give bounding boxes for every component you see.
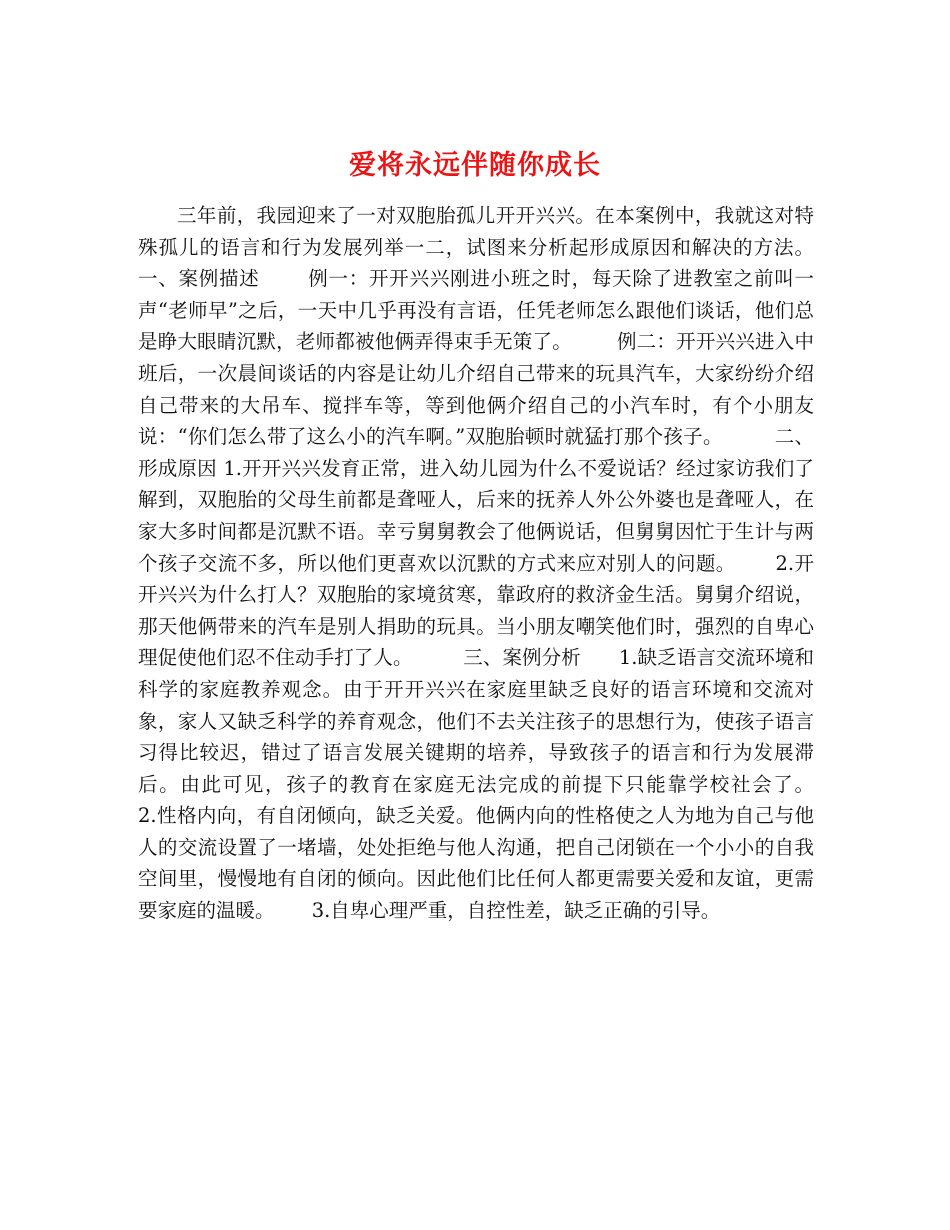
document-title: 爱将永远伴随你成长 [349,150,601,182]
document-body: 三年前，我园迎来了一对双胞胎孤儿开开兴兴。在本案例中，我就这对特殊孤儿的语言和行为发展列举一二，试图来分析起形成原因和解决的方法。 一、案例描述 例一：开开兴兴刚进小班之时，每天除了进教室之前叫一声“老师早”之后，一天中几乎再没有言语，任凭老师怎么跟他们谈话，他们总是睁大眼睛沉默，老师都被他俩弄得束手无策了。 例二：开开兴兴进入中班后，一次晨间谈话的内容是让幼儿介绍自己带来的玩具汽车，大家纷纷介绍自己带来的大吊车、搅拌车等，等到他俩介绍自己的小汽车时，有个小朋友说：“你们怎么带了这么小的汽车啊。”双胞胎顿时就猛打那个孩子。 二、形成原因 1.开开兴兴发育正常，进入幼儿园为什么不爱说话？经过家访我们了解到，双胞胎的父母生前都是聋哑人，后来的抚养人外公外婆也是聋哑人，在家大多时间都是沉默不语。幸亏舅舅教会了他俩说话，但舅舅因忙于生计与两个孩子交流不多，所以他们更喜欢以沉默的方式来应对别人的问题。 2.开开兴兴为什么打人？双胞胎的家境贫寒，靠政府的救济金生活。舅舅介绍说，那天他俩带来的汽车是别人捐助的玩具。当小朋友嘲笑他们时，强烈的自卑心理促使他们忍不住动手打了人。 三、案例分析 1.缺乏语言交流环境和科学的家庭教养观念。由于开开兴兴在家庭里缺乏良好的语言环境和交流对象，家人又缺乏科学的养育观念，他们不去关注孩子的思想行为，使孩子语言习得比较迟，错过了语言发展关键期的培养，导致孩子的语言和行为发展滞后。由此可见，孩子的教育在家庭无法完成的前提下只能靠学校社会了。 2.性格内向，有自闭倾向，缺乏关爱。他俩内向的性格使之人为地为自己与他人的交流设置了一堵墙，处处拒绝与他人沟通，把自己闭锁在一个小小的自我空间里，慢慢地有自闭的倾向。因此他们比任何人都更需要关爱和友谊，更需要家庭的温暖。 3.自卑心理严重，自控性差，缺乏正确的引导。 [138,204,864,923]
